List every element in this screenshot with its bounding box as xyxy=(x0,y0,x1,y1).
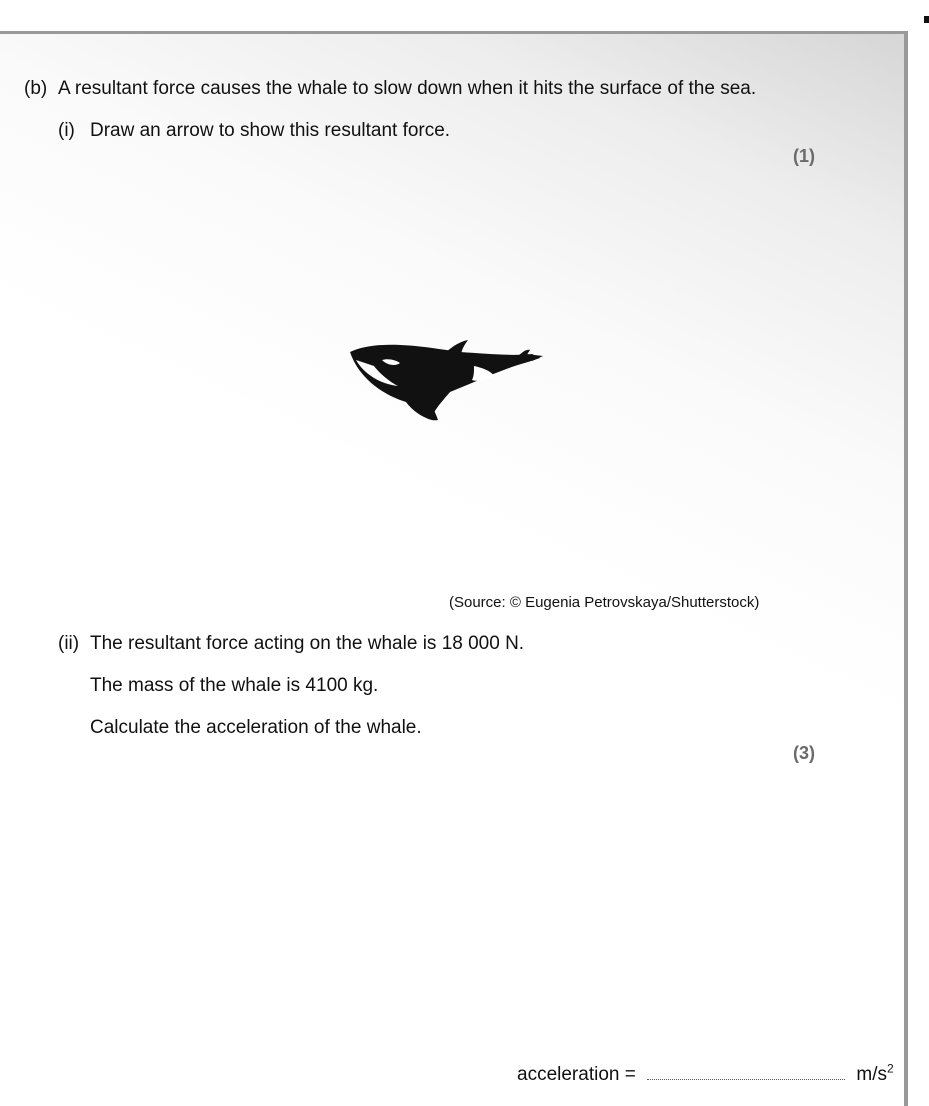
answer-unit xyxy=(856,1061,894,1085)
image-source-credit: (Source: © Eugenia Petrovskaya/Shutterstock) xyxy=(449,594,760,611)
part-b-stem: A resultant force causes the whale to slow down when it hits the surface of the sea. xyxy=(58,78,757,99)
part-i-label: (i) xyxy=(58,120,75,141)
part-ii-line3: Calculate the acceleration of the whale. xyxy=(90,717,422,738)
answer-line xyxy=(517,1062,894,1087)
orca-whale-image xyxy=(340,330,545,430)
answer-unit-base: m/s xyxy=(856,1064,887,1085)
part-ii-label: (ii) xyxy=(58,633,80,654)
page-right-margin xyxy=(908,0,929,1106)
part-i-text: Draw an arrow to show this resultant force. xyxy=(90,120,451,141)
part-ii-marks: (3) xyxy=(793,743,815,763)
part-i-marks: (1) xyxy=(793,146,815,166)
answer-label: acceleration = xyxy=(517,1064,636,1085)
page-shading xyxy=(0,34,904,1106)
part-ii-line2: The mass of the whale is 4100 kg. xyxy=(90,675,379,696)
part-b-label: (b) xyxy=(24,78,48,99)
part-ii-line1: The resultant force acting on the whale is 18 000 N. xyxy=(90,633,525,654)
corner-registration-mark xyxy=(924,16,929,23)
page-border-top xyxy=(0,31,908,34)
answer-blank[interactable] xyxy=(647,1062,845,1080)
answer-unit-exponent: 2 xyxy=(887,1061,894,1076)
